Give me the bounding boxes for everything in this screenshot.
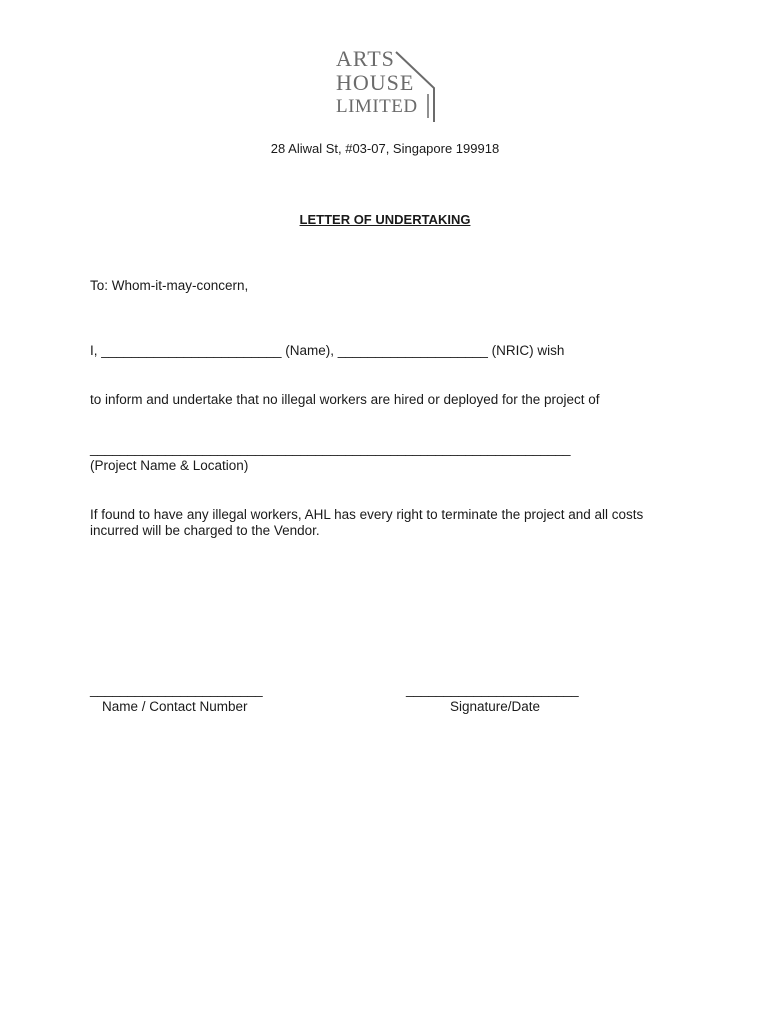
logo-text-house: HOUSE <box>336 70 415 95</box>
declaration-line: I, ________________________ (Name), ____________________ (NRIC) wish <box>90 343 565 358</box>
signature-date-label: Signature/Date <box>450 699 541 714</box>
project-label: (Project Name & Location) <box>90 458 249 473</box>
consequence-line-1: If found to have any illegal workers, AHL has every right to terminate the project and all costs <box>90 507 644 522</box>
undertaking-line: to inform and undertake that no illegal workers are hired or deployed for the project of <box>90 392 600 407</box>
name-contact-label: Name / Contact Number <box>102 699 248 714</box>
name-contact-blank: _______________________ <box>90 682 263 697</box>
signature-date-blank: _______________________ <box>406 682 579 697</box>
logo-text-arts: ARTS <box>336 46 395 71</box>
project-blank-line: ________________________________________________________________ <box>90 441 571 456</box>
logo-text-limited: LIMITED <box>336 96 418 117</box>
logo-roof-icon <box>394 48 438 124</box>
salutation: To: Whom-it-may-concern, <box>90 278 249 293</box>
company-address: 28 Aliwal St, #03-07, Singapore 199918 <box>270 141 500 156</box>
letter-title: LETTER OF UNDERTAKING <box>299 212 471 227</box>
consequence-line-2: incurred will be charged to the Vendor. <box>90 523 320 538</box>
arts-house-logo <box>330 46 440 126</box>
